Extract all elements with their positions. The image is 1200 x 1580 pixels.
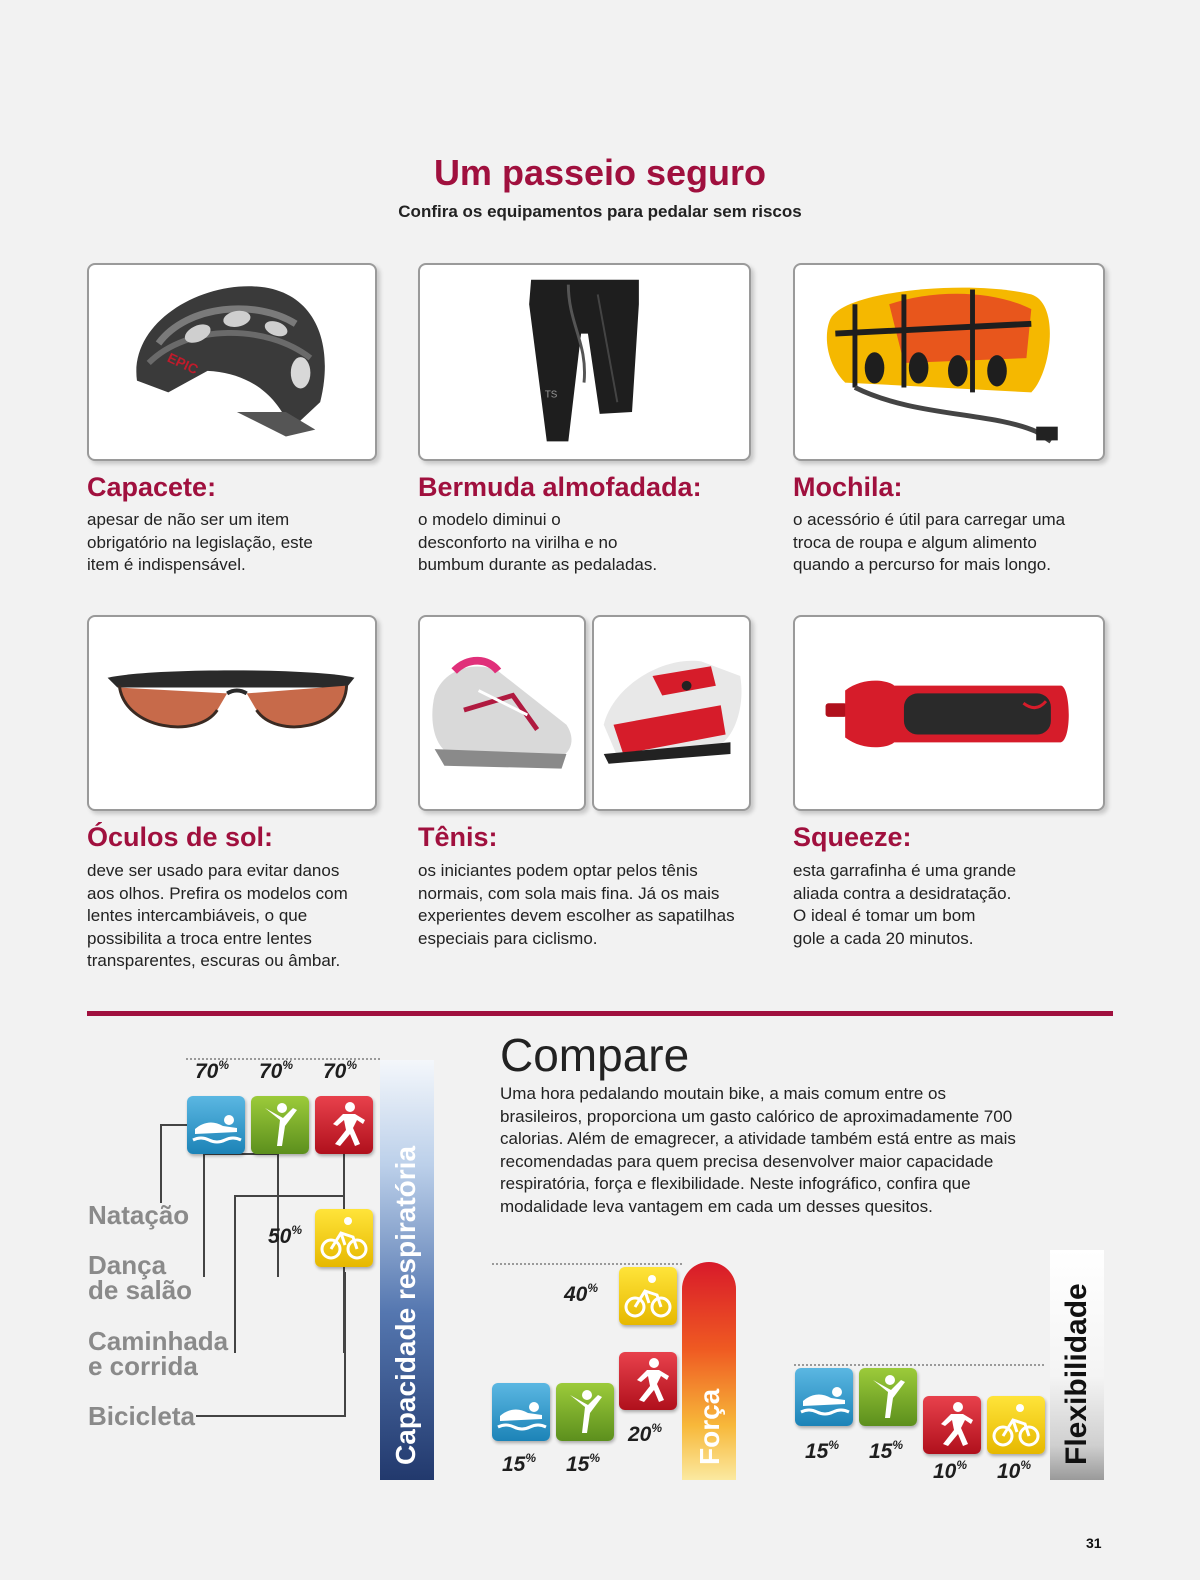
compare-text [500,1083,1070,1218]
text-line: especiais para ciclismo. [418,928,598,948]
legend-cycling: Bicicleta [88,1401,195,1431]
text-line: modalidade leva vantagem em cada um desses quesitos. [500,1196,933,1216]
squeeze-text [793,860,1016,950]
page-subtitle: Confira os equipamentos para pedalar sem riscos [398,202,802,221]
section-divider [87,1011,1113,1016]
chart1-title: Capacidade respiratória [390,1145,421,1465]
oculos-text [87,860,348,973]
text-line: experientes devem escolher as sapatilhas [418,906,735,925]
text-line: quando a percurso for mais longo. [793,555,1051,574]
svg-text:EPIC: EPIC [165,350,201,378]
legend-line: Caminhada [88,1326,229,1356]
swimming-icon [795,1368,853,1426]
text-line: desconforto na virilha e no [418,532,618,552]
legend-swimming: Natação [88,1200,190,1230]
text-line: troca de roupa e algum alimento [793,532,1037,552]
chart2-baseline [492,1263,682,1265]
chart3-value-running: 10% [933,1458,968,1483]
text-line: bumbum durante as pedaladas. [418,555,658,574]
text-line: O ideal é tomar um bom [793,906,976,925]
text-line: deve ser usado para evitar danos [87,861,340,880]
dance-icon [251,1096,309,1154]
cycling-shoe-photo [592,615,751,811]
capacete-heading: Capacete: [87,472,217,502]
helmet-photo [87,263,377,461]
text-line: transparentes, escuras ou âmbar. [87,951,341,970]
sunglasses-photo [87,615,377,811]
text-line: aos olhos. Prefira os modelos com [87,883,348,903]
chart3-title: Flexibilidade [1060,1283,1093,1465]
chart3-baseline [794,1364,1044,1366]
text-line: obrigatório na legislação, este [87,532,313,552]
sneaker-photo [418,615,586,811]
page-title: Um passeio seguro [433,152,767,193]
legend-line: Dança [88,1250,167,1280]
cycling-icon [619,1267,677,1325]
page-number: 31 [1086,1535,1102,1551]
text-line: item é indispensável. [87,555,246,574]
text-line: o modelo diminui o [418,510,561,529]
dance-icon [556,1383,614,1441]
cycling-icon [987,1396,1045,1454]
text-line: respiratória, força e flexibilidade. Neste infográfico, confira que [500,1174,971,1193]
chart2-value-dance: 15% [566,1451,601,1476]
running-icon [315,1096,373,1154]
text-line: lentes intercambiáveis, o que [87,906,308,925]
oculos-heading: Óculos de sol: [87,822,274,852]
text-line: esta garrafinha é uma grande [793,861,1017,880]
tenis-heading: Tênis: [418,822,498,852]
swimming-icon [492,1383,550,1441]
cycling-icon [315,1209,373,1267]
text-line: normais, com sola mais fina. Já os mais [418,883,720,903]
chart1-value-swimming: 70% [195,1058,230,1083]
bermuda-text [418,509,657,577]
compare-title: Compare [500,1029,690,1081]
connector-swimming [160,1124,188,1203]
text-line: apesar de não ser um item [87,510,290,529]
squeeze-heading: Squeeze: [793,822,912,852]
chart3-value-dance: 15% [869,1438,904,1463]
chart2-value-running: 20% [628,1421,663,1446]
bermuda-heading: Bermuda almofadada: [418,472,702,502]
dance-icon [859,1368,917,1426]
text-line: Uma hora pedalando moutain bike, a mais comum entre os [500,1084,947,1103]
connector-cycling [196,1272,346,1417]
svg-text:TS: TS [544,389,558,401]
chart1-value-cycling: 50% [268,1223,303,1248]
text-line: possibilita a troca entre lentes [87,928,312,948]
legend-line: e corrida [88,1351,198,1381]
text-line: o acessório é útil para carregar uma [793,510,1066,529]
text-line: os iniciantes podem optar pelos tênis [418,861,698,880]
bottle-photo [793,615,1105,811]
tenis-text [418,860,735,950]
shorts-photo [418,263,751,461]
text-line: calorias. Além de emagrecer, a atividade também está entre as mais [500,1129,1016,1148]
chart1-value-dance: 70% [259,1058,294,1083]
chart2-title: Força [694,1388,725,1465]
mochila-heading: Mochila: [793,472,903,502]
legend-line: de salão [88,1275,193,1305]
mochila-text [793,509,1065,577]
text-line: brasileiros, proporciona um gasto calórico de aproximadamente 700 [500,1106,1013,1126]
chart2-value-swimming: 15% [502,1451,537,1476]
chart2-value-cycling: 40% [564,1281,599,1306]
backpack-photo [793,263,1105,461]
capacete-text [87,509,313,577]
text-line: recomendadas para quem precisa desenvolver maior capacidade [500,1151,994,1171]
running-icon [923,1396,981,1454]
running-icon [619,1352,677,1410]
text-line: gole a cada 20 minutos. [793,928,974,948]
legend-dance [88,1250,193,1305]
chart3-value-cycling: 10% [997,1458,1032,1483]
swimming-icon [187,1096,245,1154]
chart3-value-swimming: 15% [805,1438,840,1463]
connector-walking-up [343,1153,345,1197]
text-line: aliada contra a desidratação. [793,883,1012,903]
chart1-value-running: 70% [323,1058,358,1083]
